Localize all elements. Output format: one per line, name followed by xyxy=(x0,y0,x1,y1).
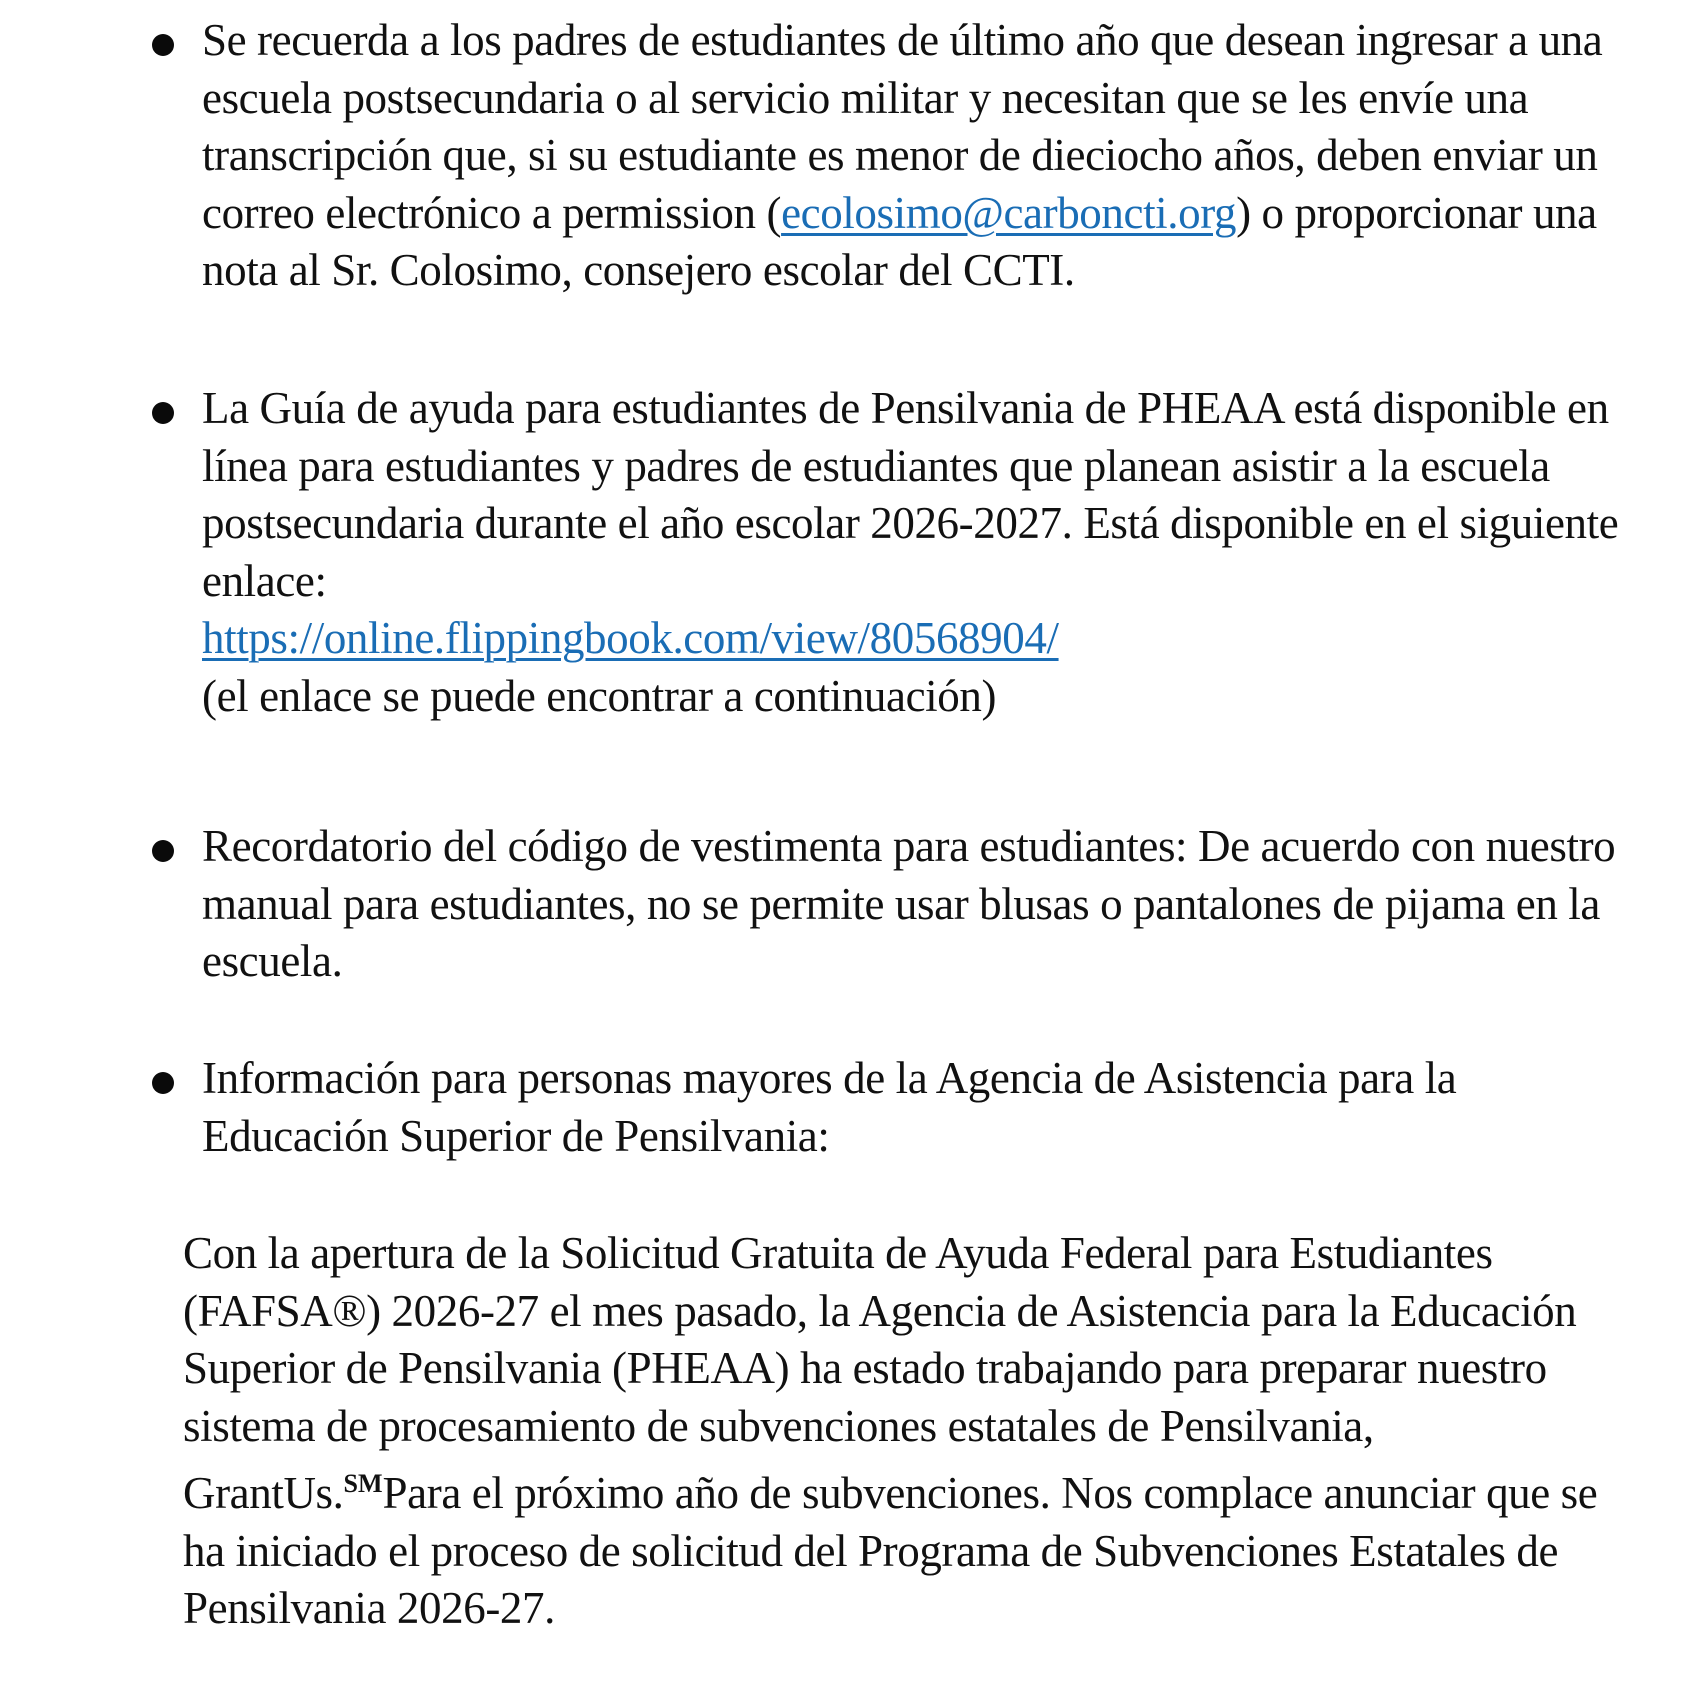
bullet-icon xyxy=(152,34,174,56)
service-mark: SM xyxy=(343,1469,383,1498)
bullet-icon xyxy=(152,840,174,862)
bullet-text: La Guía de ayuda para estudiantes de Pensilvania de PHEAA está disponible en línea para estudiantes y padres de estudiantes que planean asistir a la escuela postsecundaria durante el año escolar 2026-2027. Está disponible en el siguiente enlace: https://online.flippingbook.com/view/80568904/ (el enlace se puede encontrar a continuación) xyxy=(202,383,1619,721)
bullet-icon xyxy=(152,1072,174,1094)
bullet-item-senior-info xyxy=(152,1050,1632,1165)
bullet-icon xyxy=(152,402,174,424)
fafsa-paragraph: Con la apertura de la Solicitud Gratuita de Ayuda Federal para Estudiantes (FAFSA®) 2026-27 el mes pasado, la Agencia de Asistencia para la Educación Superior de Pensilvania (PHEAA) ha estado trabajando para preparar nuestro sistema de procesamiento de subvenciones estatales de Pensilvania, GrantUs.℠Para el próximo año de subvenciones. Nos complace anunciar que se ha iniciado el proceso de solicitud del Programa de Subvenciones Estatales de Pensilvania 2026-27. xyxy=(183,1228,1598,1633)
email-link[interactable]: ecolosimo@carboncti.org xyxy=(781,187,1237,238)
flippingbook-link[interactable]: https://online.flippingbook.com/view/80568904/ xyxy=(202,613,1059,663)
bullet-text: Recordatorio del código de vestimenta para estudiantes: De acuerdo con nuestro manual para estudiantes, no se permite usar blusas o pantalones de pijama en la escuela. xyxy=(202,821,1616,986)
bullet-text: Información para personas mayores de la Agencia de Asistencia para la Educación Superior de Pensilvania: xyxy=(202,1053,1457,1161)
bullet-text: Se recuerda a los padres de estudiantes de último año que desean ingresar a una escuela postsecundaria o al servicio militar y necesitan que se les envíe una transcripción que, si su estudiante es menor de dieciocho años, deben enviar un correo electrónico a permission (ecolosimo@carboncti.org) o proporcionar una nota al Sr. Colosimo, consejero escolar del CCTI. xyxy=(202,15,1603,295)
bullet-item-pheaa-guide xyxy=(152,380,1632,725)
bullet-item-dress-code xyxy=(152,818,1632,991)
bullet-item-transcript xyxy=(152,12,1632,300)
